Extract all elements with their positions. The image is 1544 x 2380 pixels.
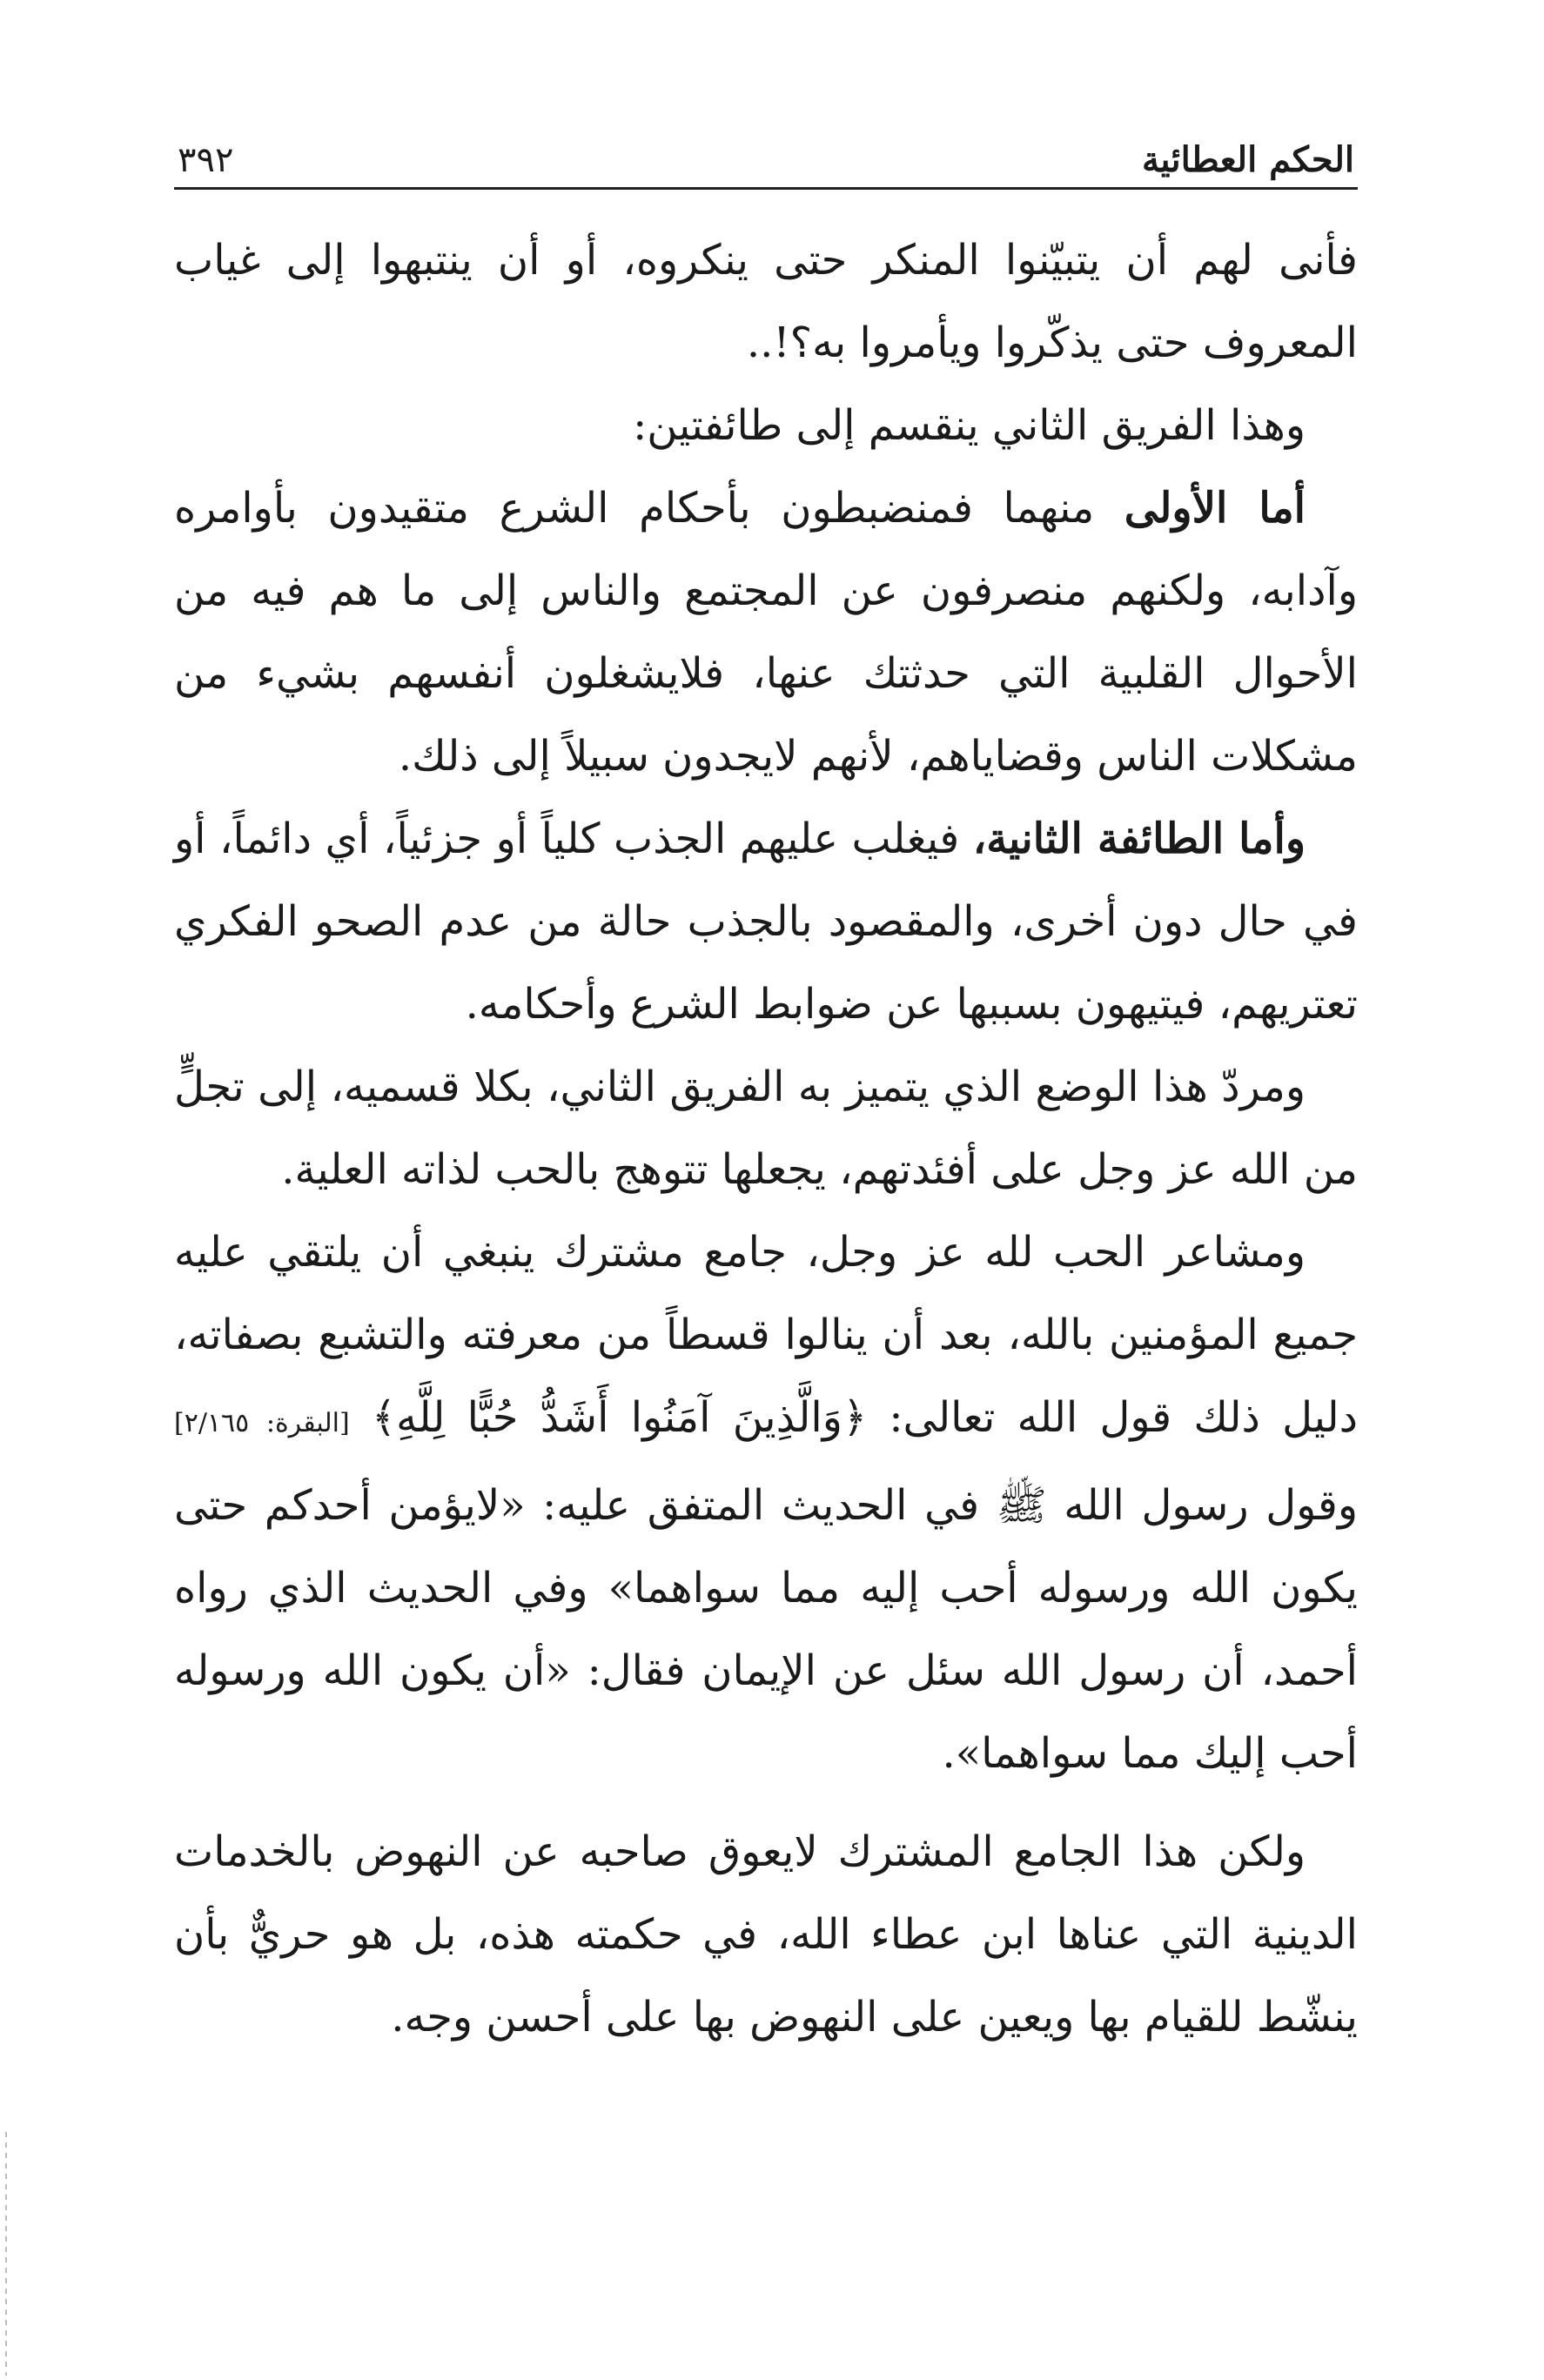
paragraph-text: وهذا الفريق الثاني ينقسم إلى طائفتين: xyxy=(633,401,1306,450)
paragraph-lead: أما الأولى xyxy=(1124,484,1306,533)
paragraph-5 xyxy=(174,1046,1358,1211)
paragraph-text: فأنى لهم أن يتبيّنوا المنكر حتى ينكروه، أو أن ينتبهوا إلى غياب المعروف حتى يذكّروا ويأمروا به؟!.. xyxy=(174,236,1358,367)
paragraph-text: ومشاعر الحب لله عز وجل، جامع مشترك ينبغي أن يلتقي عليه جميع المؤمنين بالله، بعد أن ينالوا قسطاً من معرفته والتشبع بصفاته، دليل ذلك قول الله تعالى: ﴿وَالَّذِينَ آمَنُوا أَشَدُّ حُبًّا لِلَّهِ﴾ xyxy=(174,1228,1358,1442)
running-header xyxy=(174,122,1358,190)
paragraph-text: فيغلب عليهم الجذب كلياً أو جزئياً، أي دائماً، أو في حال دون أخرى، والمقصود بالجذب حالة من عدم الصحو الفكري تعتريهم، فيتيهون بسببها عن ضوابط الشرع وأحكامه. xyxy=(174,815,1358,1029)
paragraph-4 xyxy=(174,798,1358,1046)
paragraph-1 xyxy=(174,219,1358,385)
paragraph-text: ولكن هذا الجامع المشترك لايعوق صاحبه عن النهوض بالخدمات الدينية التي عناها ابن عطاء الله، في حكمته هذه، بل هو حريٌّ بأن ينشّط للقيام بها ويعين على النهوض بها على أحسن وجه. xyxy=(174,1827,1358,2041)
paragraph-text: ومردّ هذا الوضع الذي يتميز به الفريق الثاني، بكلا قسميه، إلى تجلٍّ من الله عز وجل على أفئدتهم، يجعلها تتوهج بالحب لذاته العلية. xyxy=(174,1063,1358,1194)
paragraph-text: وقول رسول الله ﷺ في الحديث المتفق عليه: «لايؤمن أحدكم حتى يكون الله ورسوله أحب إليه مما سواهما» وفي الحديث الذي رواه أحمد، أن رسول الله سئل عن الإيمان فقال: «أن يكون الله ورسوله أحب إليك مما سواهما». xyxy=(174,1481,1358,1778)
paragraph-text: منهما فمنضبطون بأحكام الشرع متقيدون بأوامره وآدابه، ولكنهم منصرفون عن المجتمع والناس إلى ما هم فيه من الأحوال القلبية التي حدثتك عنها، فلايشغلون أنفسهم بشيء من مشكلات الناس وقضاياهم، لأنهم لايجدون سبيلاً إلى ذلك. xyxy=(174,484,1358,781)
paragraph-lead: وأما الطائفة الثانية، xyxy=(972,815,1306,863)
page-body xyxy=(174,219,1358,2059)
paragraph-6 xyxy=(174,1211,1358,1795)
page-number: ٣٩٢ xyxy=(178,140,234,180)
running-title: الحكم العطائية xyxy=(1141,139,1354,180)
quran-citation: [البقرة: ٢/١٦٥] xyxy=(174,1408,350,1438)
book-page xyxy=(174,122,1358,2315)
paragraph-2 xyxy=(174,385,1358,467)
paragraph-7 xyxy=(174,1811,1358,2059)
paragraph-3 xyxy=(174,467,1358,798)
scan-edge-mark xyxy=(5,2132,7,2376)
